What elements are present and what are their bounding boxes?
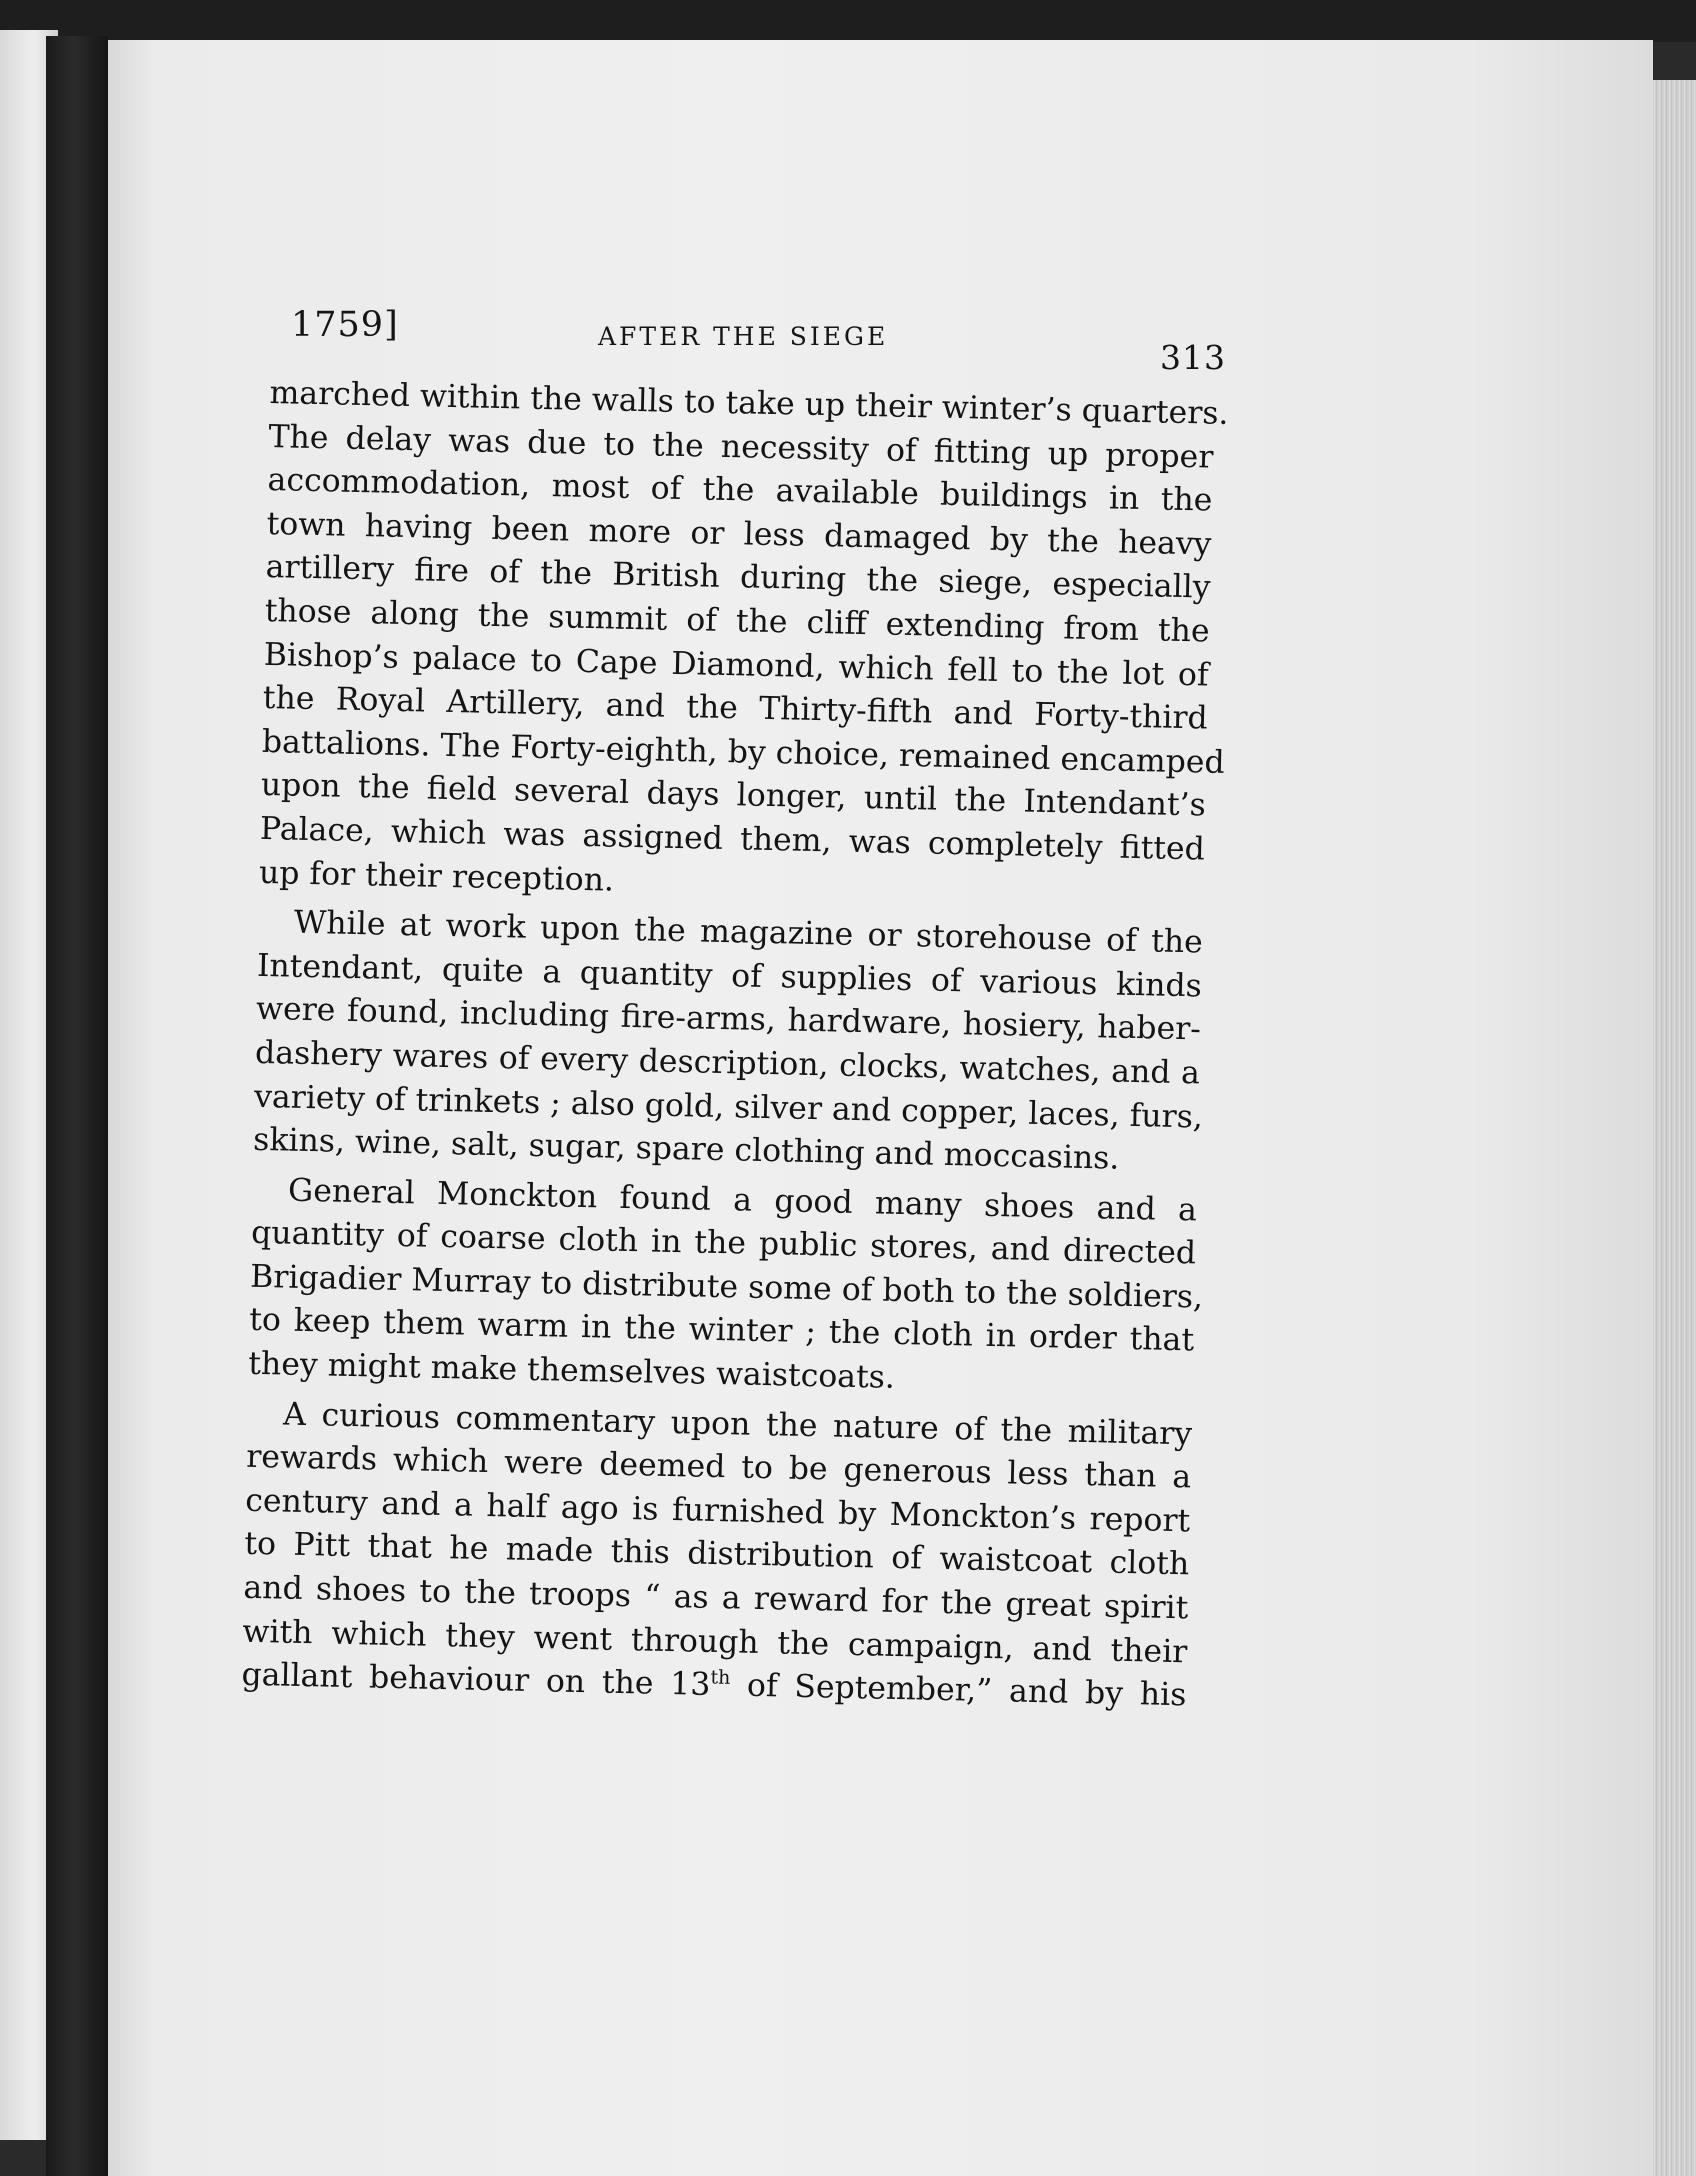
- running-head-title: AFTER THE SIEGE: [598, 322, 889, 351]
- scan-top-border: [0, 0, 1696, 42]
- text-line: with which they went through the campaign, and their: [242, 1613, 1188, 1670]
- text-line: quantity of coarse cloth in the public stores, and directed: [250, 1215, 1197, 1272]
- paragraph-3: [247, 1168, 1204, 1407]
- text-line: The delay was due to the necessity of fitting up proper: [268, 418, 1214, 476]
- text-line: dashery wares of every description, clocks, watches, and a: [254, 1034, 1201, 1092]
- text-line: battalions. The Forty-eighth, by choice, remained encamped: [261, 723, 1226, 781]
- text-line: those along the summit of the cliff extending from the: [264, 592, 1210, 650]
- text-line: General Monckton found a good many shoes and a: [287, 1172, 1198, 1229]
- text-line: variety of trinkets ; also gold, silver and copper, laces, furs,: [253, 1078, 1204, 1136]
- paragraph-2: [253, 901, 1203, 1183]
- text-line: rewards which were deemed to be generous less than a: [245, 1438, 1192, 1496]
- book-binding-gutter: [46, 36, 108, 2176]
- text-line: A curious commentary upon the nature of the military: [282, 1396, 1193, 1453]
- paragraph-1: [258, 372, 1229, 916]
- text-fragment: of September,” and by his: [729, 1667, 1187, 1714]
- text-line: While at work upon the magazine or storehouse of the: [293, 904, 1204, 961]
- text-line: and shoes to the troops “ as a reward for the great spirit: [243, 1569, 1189, 1627]
- running-head-year: 1759]: [291, 305, 399, 345]
- text-line: artillery fire of the British during the siege, especially: [265, 549, 1211, 606]
- text-line: Intendant, quite a quantity of supplies of various kinds: [256, 947, 1203, 1005]
- text-line: marched within the walls to take up their winter’s quarters.: [269, 374, 1229, 432]
- text-line: century and a half ago is furnished by Monckton’s report: [244, 1482, 1191, 1540]
- text-fragment: gallant behaviour on the 13: [241, 1656, 711, 1704]
- text-line: Bishop’s palace to Cape Diamond, which fell to the lot of: [263, 636, 1210, 694]
- text-line: town having been more or less damaged by the heavy: [266, 505, 1212, 563]
- right-page-edges: [1653, 80, 1696, 2176]
- text-line: the Royal Artillery, and the Thirty-fifth and Forty-third: [262, 680, 1209, 737]
- text-line: to keep them warm in the winter ; the cloth in order that: [248, 1302, 1195, 1359]
- body-text: [241, 372, 1229, 1724]
- text-line: skins, wine, salt, sugar, spare clothing and moccasins.: [252, 1121, 1120, 1177]
- paragraph-4: [241, 1392, 1192, 1718]
- text-line: they might make themselves waistcoats.: [247, 1345, 896, 1396]
- ordinal-superscript: th: [710, 1666, 731, 1690]
- text-line: accommodation, most of the available buildings in the: [267, 462, 1213, 519]
- text-line: upon the field several days longer, until the Intendant’s: [260, 767, 1207, 824]
- text-line: to Pitt that he made this distribution of waistcoat cloth: [244, 1526, 1190, 1583]
- text-line: Brigadier Murray to distribute some of both to the soldiers,: [249, 1258, 1204, 1316]
- text-line: Palace, which was assigned them, was completely fitted: [259, 810, 1206, 868]
- page-number: 313: [1160, 338, 1226, 377]
- text-line: were found, including fire-arms, hardware, hosiery, haber-: [255, 991, 1202, 1048]
- text-line: up for their reception.: [258, 854, 615, 899]
